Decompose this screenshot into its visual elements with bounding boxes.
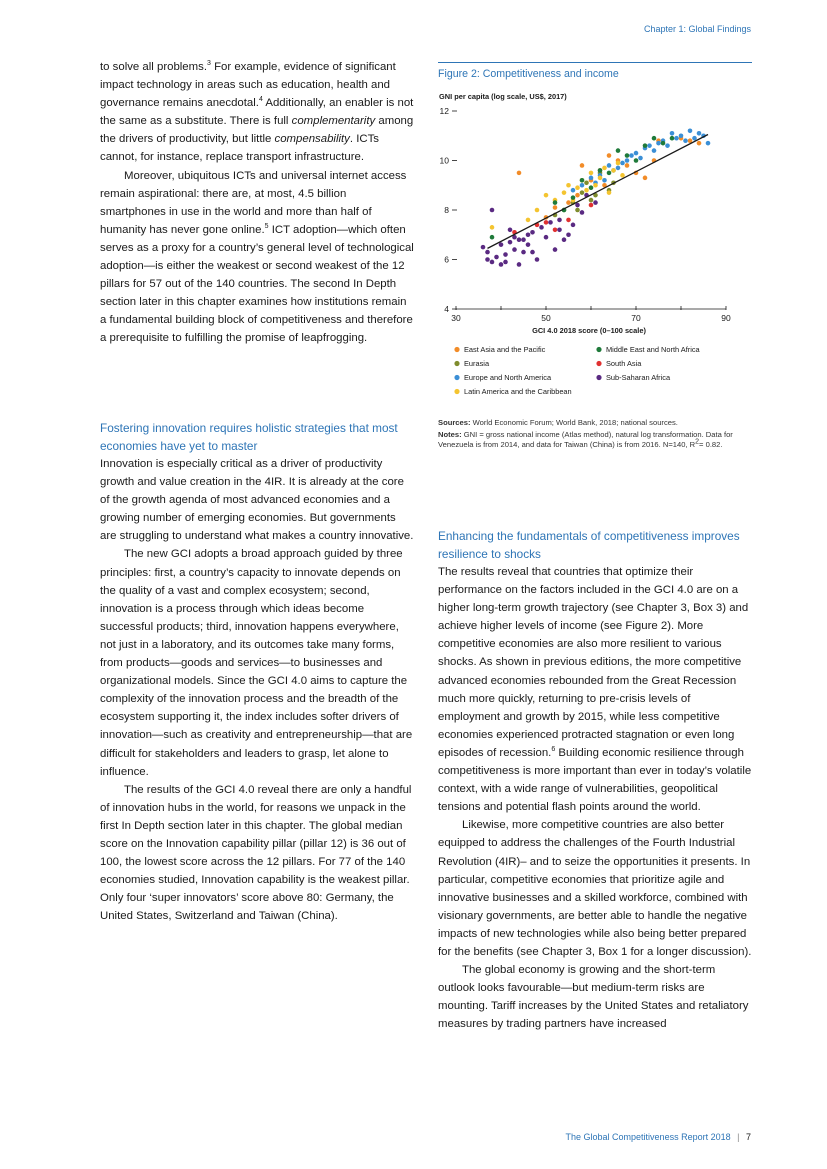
- data-point: [580, 190, 585, 195]
- paragraph: [100, 167, 414, 348]
- data-point: [566, 200, 571, 205]
- data-point: [544, 235, 549, 240]
- data-point: [692, 136, 697, 141]
- data-point: [544, 193, 549, 198]
- scatter-chart: [436, 90, 756, 395]
- footer-report: The Global Competitiveness Report 2018: [565, 1132, 731, 1142]
- sources-label: Sources:: [438, 418, 471, 427]
- data-point: [499, 242, 504, 247]
- data-point: [535, 257, 540, 262]
- data-point: [661, 141, 666, 146]
- legend-swatch: [596, 375, 601, 380]
- data-point: [580, 183, 585, 188]
- data-point: [607, 171, 612, 176]
- data-point: [697, 131, 702, 136]
- data-point: [580, 210, 585, 215]
- data-point: [494, 255, 499, 260]
- data-point: [580, 163, 585, 168]
- data-point: [526, 218, 531, 223]
- text-run: . ICTs cannot, for instance, replace transport infrastructure.: [100, 133, 379, 164]
- legend-label: Europe and North America: [464, 373, 552, 382]
- data-point: [616, 148, 621, 153]
- data-point: [562, 237, 567, 242]
- emphasis: compensability: [274, 133, 350, 146]
- footer-separator: |: [737, 1132, 740, 1142]
- data-point: [490, 235, 495, 240]
- data-point: [575, 208, 580, 213]
- data-point: [580, 178, 585, 183]
- data-point: [665, 143, 670, 148]
- sources-text: World Economic Forum; World Bank, 2018; national sources.: [470, 418, 678, 427]
- data-point: [481, 245, 486, 250]
- data-point: [638, 156, 643, 161]
- data-point: [634, 151, 639, 156]
- data-point: [643, 143, 648, 148]
- y-tick-label: 12: [439, 106, 449, 116]
- data-point: [679, 133, 684, 138]
- data-point: [553, 247, 558, 252]
- data-point: [593, 200, 598, 205]
- data-point: [706, 141, 711, 146]
- data-point: [670, 131, 675, 136]
- y-tick-label: 10: [439, 155, 449, 166]
- text-run: Additionally, an enabler is not the same as a substitute. There is full: [100, 97, 414, 128]
- sources-line: [438, 418, 738, 429]
- legend-label: Eurasia: [464, 359, 490, 368]
- data-point: [611, 168, 616, 173]
- data-point: [652, 148, 657, 153]
- data-point: [625, 158, 630, 163]
- data-point: [499, 262, 504, 267]
- legend-swatch: [454, 389, 459, 394]
- data-point: [490, 225, 495, 230]
- data-point: [602, 166, 607, 171]
- x-tick-label: 70: [631, 313, 641, 323]
- x-tick-label: 50: [541, 313, 551, 323]
- text-run: among the drivers of productivity, but little: [100, 115, 414, 146]
- data-point: [485, 250, 490, 255]
- legend-label: Middle East and North Africa: [606, 345, 700, 354]
- data-point: [620, 161, 625, 166]
- data-point: [517, 262, 522, 267]
- data-point: [521, 237, 526, 242]
- legend-swatch: [596, 347, 601, 352]
- data-point: [616, 161, 621, 166]
- data-point: [503, 260, 508, 265]
- data-point: [490, 260, 495, 265]
- running-head: Chapter 1: Global Findings: [643, 24, 751, 34]
- data-point: [571, 223, 576, 228]
- data-point: [584, 188, 589, 193]
- legend-label: East Asia and the Pacific: [464, 345, 546, 354]
- figure-notes: [438, 418, 738, 452]
- data-point: [575, 193, 580, 198]
- data-point: [566, 218, 571, 223]
- notes-text: GNI = gross national income (Atlas method), natural log transformation. Data for Venezuela is from 2014, and data for Taiwan (China) is from 2016. N=140, R: [438, 429, 733, 450]
- data-point: [656, 141, 661, 146]
- data-point: [607, 190, 612, 195]
- text-run: Moreover, ubiquitous ICTs and universal internet access remain aspirational: there are, at most, 4.5 billion smartphones in use in the world and more than half of humanity has never gone online.: [100, 169, 407, 236]
- text-run: For example, evidence of significant impact technology in areas such as education, health and governance remains anecdotal.: [100, 61, 396, 110]
- data-point: [517, 237, 522, 242]
- left-column: [100, 58, 414, 348]
- data-point: [652, 136, 657, 141]
- data-point: [607, 153, 612, 158]
- data-point: [602, 178, 607, 183]
- data-point: [548, 220, 553, 225]
- data-point: [571, 188, 576, 193]
- footnote-ref[interactable]: 4: [258, 96, 263, 104]
- data-point: [526, 242, 531, 247]
- data-point: [557, 218, 562, 223]
- text-run: to solve all problems.: [100, 61, 207, 73]
- x-tick-label: 90: [721, 313, 731, 323]
- text-run: The results reveal that countries that optimize their performance on the factors included in the GCI 4.0 are on a higher long-term growth trajectory (see Chapter 3, Box 3) and achieve higher levels of income (see Figure 2). More competitive economies are also more resilient to various shocks. As shown in previous editions, the more competitive advanced economies rebounded from the Great Recession much more quickly, returning to pre-crisis levels of employment and growth by 2015, while less competitive economies experienced protracted stagnation or even long episodes of recession.: [438, 566, 749, 759]
- data-point: [571, 195, 576, 200]
- data-point: [526, 232, 531, 237]
- legend-swatch: [596, 361, 601, 366]
- data-point: [589, 171, 594, 176]
- data-point: [553, 200, 558, 205]
- data-point: [521, 250, 526, 255]
- figure-title: Figure 2: Competitiveness and income: [438, 68, 619, 80]
- notes-label: Notes:: [438, 429, 462, 439]
- footnote-ref[interactable]: 5: [264, 223, 269, 231]
- data-point: [647, 143, 652, 148]
- data-point: [517, 171, 522, 176]
- data-point: [512, 247, 517, 252]
- paragraph: [438, 563, 754, 816]
- data-point: [589, 176, 594, 181]
- data-point: [539, 225, 544, 230]
- data-point: [544, 220, 549, 225]
- data-point: [598, 176, 603, 181]
- legend-label: South Asia: [606, 359, 642, 368]
- emphasis: complementarity: [291, 115, 376, 128]
- data-point: [553, 205, 558, 210]
- section-heading: Enhancing the fundamentals of competitiveness improves resilience to shocks: [438, 529, 740, 561]
- x-axis-label: GCI 4.0 2018 score (0–100 scale): [532, 326, 646, 335]
- data-point: [485, 257, 490, 262]
- data-point: [674, 136, 679, 141]
- section-heading: Fostering innovation requires holistic strategies that most economies have yet to master: [100, 421, 398, 453]
- page-number: 7: [745, 1132, 751, 1142]
- page-footer: [566, 1132, 751, 1142]
- data-point: [530, 250, 535, 255]
- data-point: [508, 240, 513, 245]
- data-point: [535, 208, 540, 213]
- data-point: [490, 208, 495, 213]
- data-point: [670, 136, 675, 141]
- footnote-ref[interactable]: 3: [207, 60, 211, 68]
- data-point: [530, 230, 535, 235]
- data-point: [589, 198, 594, 203]
- legend-swatch: [454, 375, 459, 380]
- paragraph: The new GCI adopts a broad approach guided by three principles: first, a country’s capacity to innovate depends on the quality of a vast and complex ecosystem; second, innovation is a process through which ideas become successful products; third, innovation happens everywhere, not just in a laboratory, and its outcomes take many forms, from products—goods and services—to businesses and organizational models. Since the GCI 4.0 aims to capture the complexity of the innovation process and the breadth of the ecosystem supporting it, the index includes softer drivers of innovation—such as creativity and entrepreneurship—that are difficult for stakeholders and leaders to grasp, let alone to influence.: [100, 548, 413, 778]
- right-column: [438, 527, 754, 1033]
- data-point: [562, 190, 567, 195]
- data-point: [589, 185, 594, 190]
- text-run: Building economic resilience through competitiveness is more important than ever in today’s volatile context, with a wide range of vulnerabilities, geopolitical tensions and potential flash points around the world.: [438, 746, 752, 814]
- data-point: [616, 166, 621, 171]
- paragraph: Innovation is especially critical as a driver of productivity growth and value creation in the 4IR. It is already at the core of the growth agenda of most advanced economies and a growing number of emerging economies. But governments are struggling to understand what makes a country innovative.: [100, 458, 414, 543]
- legend-swatch: [454, 347, 459, 352]
- paragraph: [100, 58, 414, 167]
- data-point: [697, 141, 702, 146]
- paragraph: The results of the GCI 4.0 reveal there are only a handful of innovation hubs in the world, for reasons we unpack in the first In Depth section later in this chapter. The global median score on the Innovation capability pillar (pillar 12) is 36 out of 100, the lowest score across the 12 pillars. For 77 of the 140 economies studied, Innovation capability is the weakest pillar. Only four ‘super innovators’ score above 80: Germany, the United States, Switzerland and Taiwan (China).: [100, 783, 412, 923]
- data-point: [625, 153, 630, 158]
- data-point: [566, 232, 571, 237]
- data-point: [584, 180, 589, 185]
- paragraph: The global economy is growing and the short-term outlook looks favourable—but medium-term risks are mounting. Tariff increases by the United States and retaliatory measures by trading partners have increased: [438, 964, 749, 1031]
- legend-label: Latin America and the Caribbean: [464, 387, 572, 396]
- data-point: [508, 228, 513, 233]
- figure-rule: [438, 62, 752, 63]
- x-tick-label: 30: [451, 313, 461, 323]
- data-point: [620, 173, 625, 178]
- notes-line: [438, 430, 738, 451]
- data-point: [593, 183, 598, 188]
- y-tick-label: 4: [444, 304, 449, 314]
- data-point: [634, 158, 639, 163]
- data-point: [575, 185, 580, 190]
- data-point: [503, 252, 508, 257]
- data-point: [629, 153, 634, 158]
- y-tick-label: 8: [444, 205, 449, 215]
- text-run: ICT adoption—which often serves as a proxy for a country’s general level of technological adoption—is either the weakest or second weakest of the 12 pillars for 57 out of the 140 countries. The second In Depth section later in this chapter examines how institutions remain a fundamental building block of competitiveness and therefore a prerequisite to fulfilling the promise of leapfrogging.: [100, 223, 414, 345]
- data-point: [643, 176, 648, 181]
- data-point: [589, 203, 594, 208]
- paragraph: Likewise, more competitive countries are also better equipped to address the challenges of the Fourth Industrial Revolution (4IR)– and to seize the opportunities it presents. In particular, competitive economies that prioritize agile and innovative businesses and a skilled workforce, combined with visionary governments, are better able to handle the negative impacts of new technologies while also being better prepared for the benefits (see Chapter 3, Box 1 for a longer discussion).: [438, 819, 752, 958]
- legend-label: Sub-Saharan Africa: [606, 373, 671, 382]
- data-point: [598, 168, 603, 173]
- notes-text-end: = 0.82.: [699, 440, 723, 450]
- y-tick-label: 6: [444, 254, 449, 265]
- data-point: [688, 129, 693, 134]
- footnote-ref[interactable]: 6: [551, 746, 556, 754]
- superscript: 2: [695, 438, 700, 446]
- trend-line: [488, 135, 709, 249]
- legend-swatch: [454, 361, 459, 366]
- data-point: [683, 138, 688, 143]
- data-point: [625, 163, 630, 168]
- data-point: [553, 228, 558, 233]
- data-point: [557, 228, 562, 233]
- left-column-lower: [100, 419, 414, 925]
- data-point: [607, 163, 612, 168]
- y-axis-label: GNI per capita (log scale, US$, 2017): [439, 92, 567, 101]
- data-point: [566, 183, 571, 188]
